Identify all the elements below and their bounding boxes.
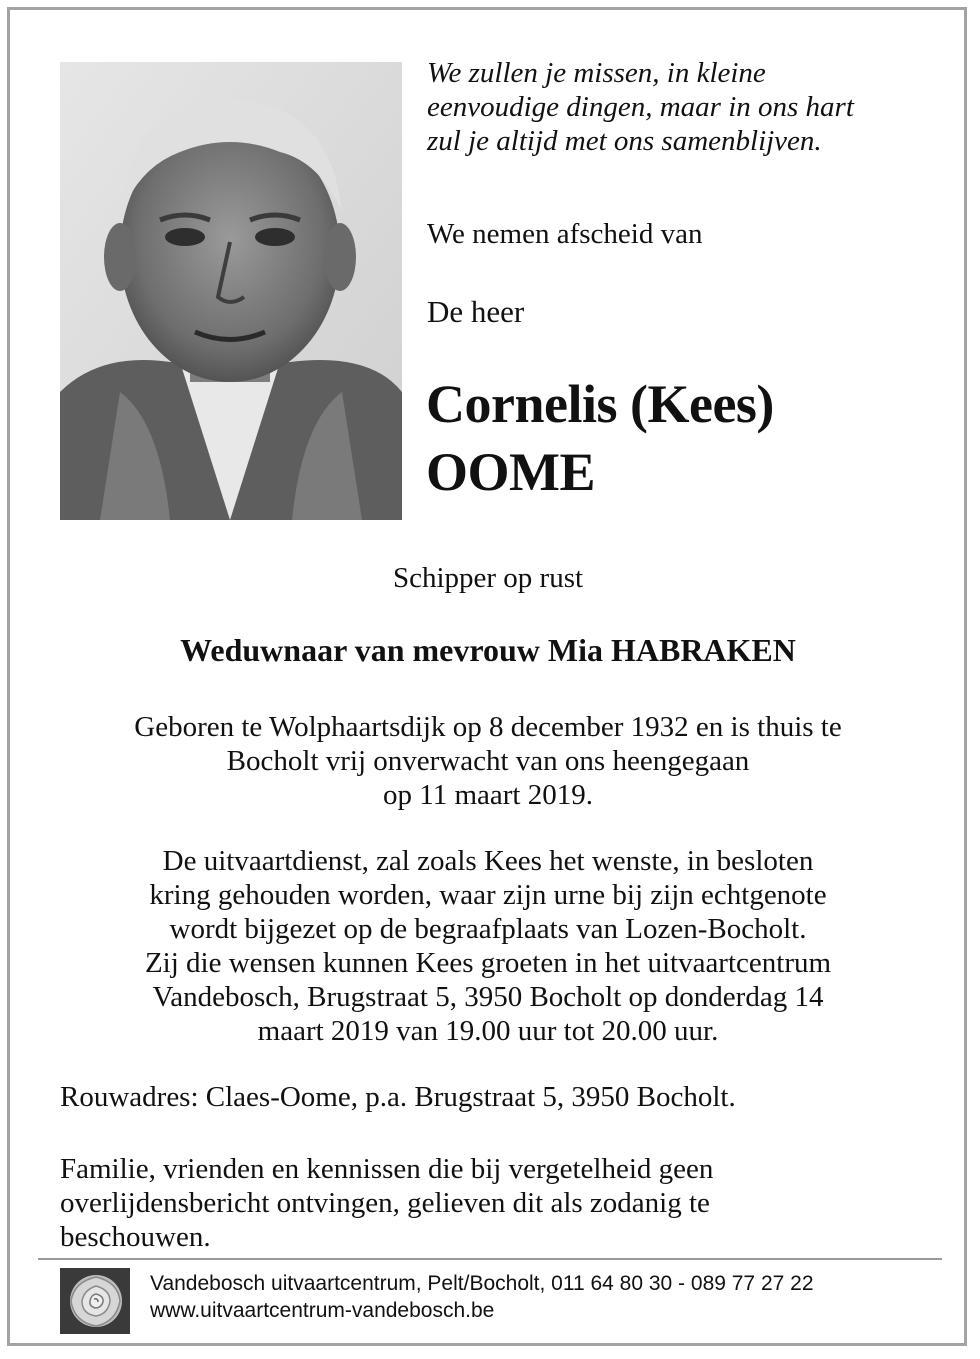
poem xyxy=(427,56,927,158)
poem-line: We zullen je missen, in kleine xyxy=(427,57,766,89)
birth-line: op 11 maart 2019. xyxy=(383,779,593,811)
poem-line: zul je altijd met ons samenblijven. xyxy=(427,125,822,157)
family-paragraph xyxy=(60,1152,940,1254)
last-name: OOME xyxy=(426,442,595,502)
service-paragraph xyxy=(20,844,956,1048)
family-line: beschouwen. xyxy=(60,1221,211,1253)
footer-company-line: Vandebosch uitvaartcentrum, Pelt/Bocholt, 011 64 80 30 - 089 77 27 22 xyxy=(150,1272,814,1295)
service-line: Zij die wensen kunnen Kees groeten in het uitvaartcentrum xyxy=(144,947,832,979)
rose-logo-icon xyxy=(60,1268,130,1334)
footer-contact xyxy=(150,1270,814,1324)
family-line: Familie, vrienden en kennissen die bij vergetelheid geen xyxy=(60,1153,714,1185)
service-line: De uitvaartdienst, zal zoals Kees het wenste, in besloten xyxy=(162,845,814,877)
service-line: kring gehouden worden, waar zijn urne bij zijn echtgenote xyxy=(149,879,827,911)
widower-line: Weduwnaar van mevrouw Mia HABRAKEN xyxy=(180,632,796,668)
service-line: maart 2019 van 19.00 uur tot 20.00 uur. xyxy=(257,1015,719,1047)
service-line: wordt bijgezet op de begraafplaats van Lozen-Bocholt. xyxy=(169,913,807,945)
birth-line: Bocholt vrij onverwacht van ons heengegaan xyxy=(226,745,750,777)
deceased-name xyxy=(426,370,774,506)
service-line: Vandebosch, Brugstraat 5, 3950 Bocholt op donderdag 14 xyxy=(152,981,824,1013)
first-name: Cornelis (Kees) xyxy=(426,374,774,434)
title-prefix: De heer xyxy=(427,294,525,329)
occupation: Schipper op rust xyxy=(392,562,584,594)
poem-line: eenvoudige dingen, maar in ons hart xyxy=(427,91,854,123)
footer-website-link[interactable]: www.uitvaartcentrum-vandebosch.be xyxy=(150,1299,495,1322)
birth-paragraph xyxy=(20,710,956,812)
mourning-address: Rouwadres: Claes-Oome, p.a. Brugstraat 5, 3950 Bocholt. xyxy=(60,1081,736,1113)
footer-divider xyxy=(38,1258,942,1260)
portrait-photo xyxy=(60,62,402,520)
birth-line: Geboren te Wolphaartsdijk op 8 december 1932 en is thuis te xyxy=(134,711,842,743)
family-line: overlijdensbericht ontvingen, gelieven dit als zodanig te xyxy=(60,1187,710,1219)
intro-text: We nemen afscheid van xyxy=(427,218,703,250)
